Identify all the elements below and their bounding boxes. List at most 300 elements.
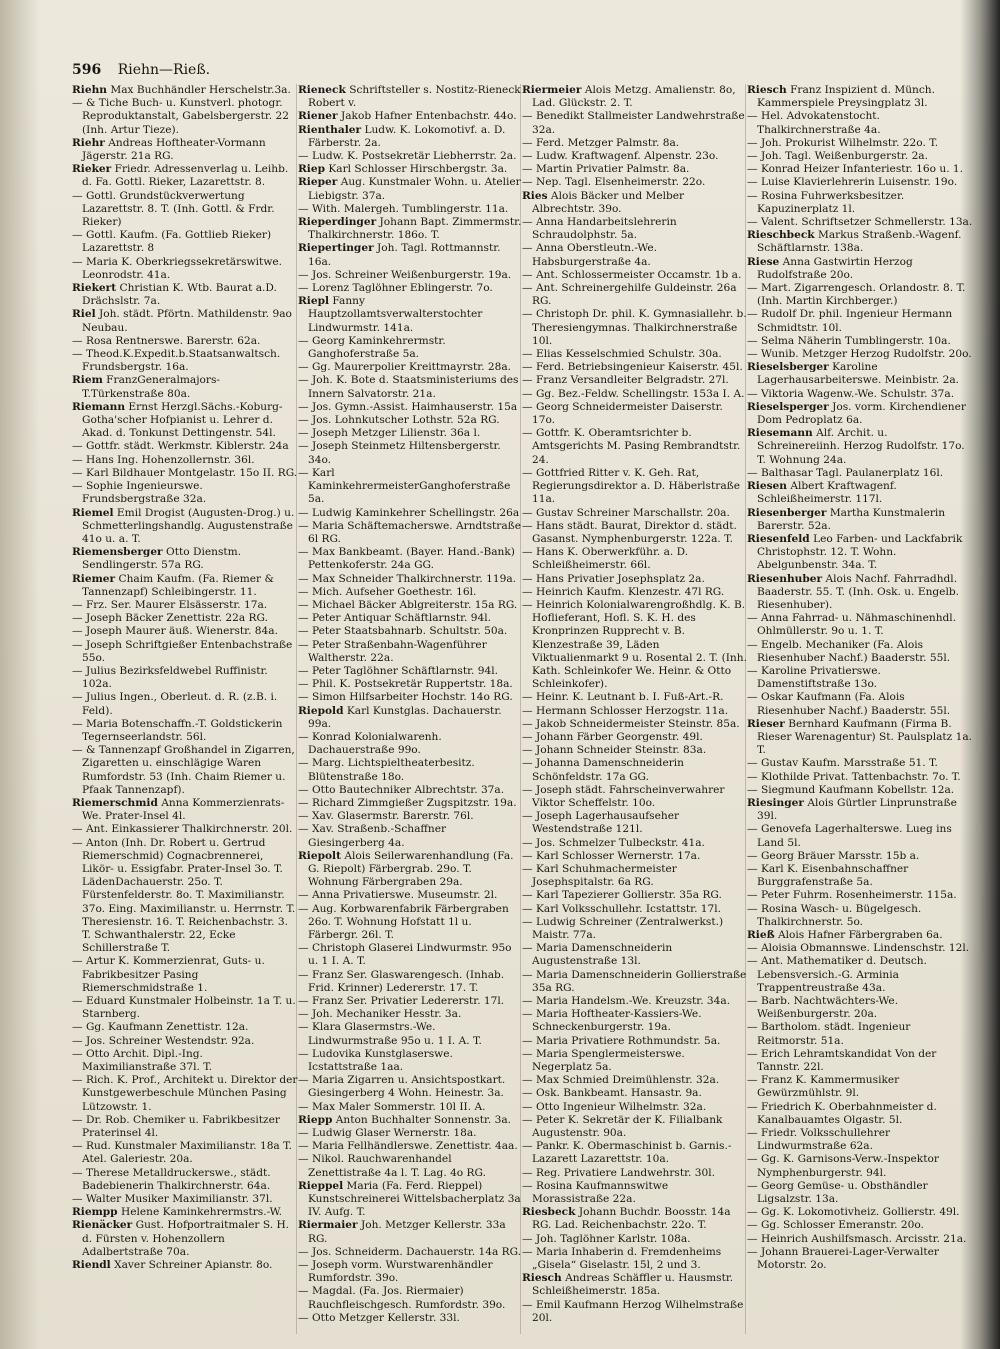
entry-text: — Ludovika Kunstglaserswe. Icstattstraße 1aa. — [298, 1047, 453, 1074]
entry-text: — Rosa Rentnerswe. Barerstr. 62a. — [72, 334, 261, 347]
entry-text: — Joseph Schriftgießer Entenbachstraße 55o. — [72, 638, 293, 664]
directory-entry — [298, 414, 524, 427]
entry-surname: Rieker — [72, 163, 112, 176]
entry-text: — Gg. Maurerpolier Kreittmayrstr. 28a. — [298, 361, 512, 374]
entry-surname: Rieselsperger — [747, 400, 829, 413]
entry-text: — Friedr. Volksschullehrer Lindwurmstraße 62a. — [747, 1127, 891, 1153]
directory-entry — [298, 520, 524, 546]
entry-text: — Klothilde Privat. Tattenbachstr. 7o. T. — [747, 770, 961, 783]
entry-surname: Riesch — [522, 1272, 562, 1285]
directory-entry — [72, 797, 298, 823]
entry-surname: Riesch — [747, 84, 787, 96]
entry-text: — Julius Bezirksfeldwebel Ruffinistr. 102a. — [72, 664, 268, 691]
entry-text: Alois Metzg. Amalienstr. 8o, Lad. Glückstr. 2. T. — [532, 84, 736, 110]
directory-entry — [747, 533, 973, 573]
entry-text: Martha Kunstmalerin Barerstr. 52a. — [757, 506, 946, 532]
directory-entry — [72, 1114, 298, 1140]
directory-entry — [72, 137, 298, 163]
directory-entry — [298, 784, 524, 797]
directory-entry — [72, 1206, 298, 1219]
directory-entry — [298, 269, 524, 282]
directory-entry — [522, 176, 748, 189]
directory-entry — [72, 163, 298, 189]
entry-text: Bernhard Kaufmann (Firma B. Rieser Warenagentur) St. Paulsplatz 1a. T. — [757, 717, 973, 757]
directory-entry — [522, 1233, 748, 1246]
directory-entry — [298, 401, 524, 414]
entry-text: — Siegmund Kaufmann Kobellstr. 12a. — [747, 783, 955, 796]
directory-entry — [522, 190, 748, 216]
entry-text: Otto Dienstm. Sendlingerstr. 57a RG. — [82, 546, 242, 572]
entry-text: — Rosina Kaufmannswitwe Morassistraße 22a. — [522, 1179, 669, 1206]
directory-entry — [522, 863, 748, 889]
entry-text: — Otto Bautechniker Albrechtstr. 37a. — [298, 783, 505, 796]
entry-text: — Konrad Kolonialwarenh. Dachauerstraße 99o. — [298, 730, 442, 757]
directory-entry — [298, 1246, 524, 1259]
entry-surname: Riep — [298, 163, 325, 176]
entry-surname: Riempp — [72, 1206, 118, 1219]
entry-text: — Aug. Korbwarenfabrik Färbergraben 26o. T. Wohnung Hofstatt 1l u. Färbergr. 26l. T. — [298, 902, 509, 941]
entry-text: — Karoline Privatierswe. Damenstiftstraße 13o. — [747, 664, 881, 691]
directory-entry — [747, 110, 973, 136]
directory-entry — [747, 955, 973, 995]
directory-entry — [747, 1206, 973, 1219]
directory-entry — [747, 718, 973, 758]
directory-entry — [298, 573, 524, 586]
directory-entry — [522, 731, 748, 744]
directory-entry — [522, 1272, 748, 1298]
directory-entry — [298, 889, 524, 902]
entry-surname: Rieschbeck — [747, 229, 815, 242]
directory-entry — [72, 454, 298, 467]
directory-entry — [522, 427, 748, 467]
entry-text: — Lorenz Taglöhner Eblingerstr. 7o. — [298, 282, 493, 295]
entry-text: Anton Buchhalter Sonnenstr. 3a. — [335, 1113, 512, 1126]
directory-entry — [72, 229, 298, 255]
entry-text: — Anna Fahrrad- u. Nähmaschinenhdl. Ohlmüllerstr. 9o u. 1. T. — [747, 612, 957, 638]
entry-text: — Ant. Einkassierer Thalkirchnerstr. 20l. — [72, 823, 293, 836]
directory-entry — [522, 1048, 748, 1074]
entry-text: Helene Kaminkehrermstrs.-W. — [120, 1206, 282, 1219]
directory-entry — [747, 401, 973, 427]
directory-entry — [522, 1087, 748, 1100]
directory-entry — [522, 401, 748, 427]
directory-entry — [522, 969, 748, 995]
entry-text: FranzGeneralmajors-T.Türkenstraße 80a. — [82, 374, 220, 400]
directory-entry — [298, 507, 524, 520]
entry-text: Anna Kommerzienrats-We. Prater-Insel 4l. — [82, 796, 285, 823]
directory-entry — [747, 256, 973, 282]
entry-text: — Otto Ingenieur Wilhelmstr. 32a. — [522, 1100, 707, 1113]
directory-entry — [72, 401, 298, 441]
directory-entry — [298, 110, 524, 123]
entry-text: — Friedrich K. Oberbahnmeister d. Kanalbauamtes Olgastr. 5l. — [747, 1100, 937, 1126]
directory-entry — [298, 335, 524, 361]
directory-entry — [522, 586, 748, 599]
entry-text: — Barb. Nachtwächters-We. Weißenburgerstr. 20a. — [747, 995, 899, 1021]
directory-entry — [72, 823, 298, 836]
entry-text: — Selma Näherin Tumblingerstr. 10a. — [747, 334, 951, 347]
entry-text: Aug. Kunstmaler Wohn. u. Atelier Liebigstr. 37a. — [308, 176, 521, 202]
directory-entry — [522, 903, 748, 916]
directory-entry — [298, 665, 524, 678]
entry-text: — Aloisia Obmannswe. Lindenschstr. 12l. — [747, 942, 970, 955]
entry-text: Christian K. Wtb. Baurat a.D. Drächslstr. 7a. — [82, 282, 277, 308]
directory-entry — [72, 1021, 298, 1034]
entry-text: Andreas Schäffler u. Hausmstr. Schleißheimerstr. 185a. — [532, 1272, 734, 1298]
entry-text: — Franz Versandleiter Belgradstr. 27l. — [522, 374, 729, 387]
entry-text: Xaver Schreiner Apianstr. 8o. — [114, 1259, 273, 1272]
entry-text: — Karl Tapezierer Gollierstr. 35a RG. — [522, 889, 722, 902]
entry-text: Anna Gastwirtin Herzog Rudolfstraße 20o. — [757, 255, 913, 281]
entry-text: — With. Malergeh. Tumblingerstr. 11a. — [298, 202, 509, 215]
directory-entry — [747, 797, 973, 823]
entry-text: — Wunib. Metzger Herzog Rudolfstr. 20o. — [747, 348, 972, 361]
entry-text: — Walter Musiker Maximilianstr. 37l. — [72, 1193, 273, 1206]
entry-surname: Riener — [298, 110, 338, 123]
directory-entry — [747, 467, 973, 480]
entry-text: — Joseph vorm. Wurstwarenhändler Rumfordstr. 39o. — [298, 1259, 493, 1285]
entry-text: — Erich Lehramtskandidat Von der Tannstr. 22l. — [747, 1047, 937, 1074]
entry-text: — Ludw. Kraftwagenf. Alpenstr. 23o. — [522, 150, 719, 163]
entry-surname: Rieppel — [298, 1179, 344, 1192]
entry-text: — Joh. K. Bote d. Staatsministeriums des Innern Salvatorstr. 21a. — [298, 374, 519, 400]
directory-entry — [747, 995, 973, 1021]
directory-entry — [72, 507, 298, 547]
entry-text: — Maria Inhaberin d. Fremdenheims „Gisela“ Giselastr. 15l, 2 und 3. — [522, 1245, 722, 1272]
entry-text: — Rud. Kunstmaler Maximilianstr. 18a T. Atel. Galeriestr. 20a. — [72, 1140, 292, 1166]
directory-entry — [72, 480, 298, 506]
directory-entry — [522, 546, 748, 572]
directory-entry — [747, 1074, 973, 1100]
directory-entry — [747, 929, 973, 942]
directory-entry — [747, 216, 973, 229]
entry-text: — Maria Zigarren u. Ansichtspostkart. Giesingerberg 4 Wohn. Heinestr. 3a. — [298, 1074, 506, 1100]
directory-entry — [522, 784, 748, 810]
entry-text: — Joh. Mechaniker Hesstr. 3a. — [298, 1008, 462, 1021]
entry-text: — Jos. Gymn.-Assist. Haimhauserstr. 15a — [298, 400, 518, 413]
entry-text: Leo Farben- und Lackfabrik Christophstr. 12. T. Wohn. Abelgunbenstr. 34a. T. — [757, 532, 963, 572]
directory-entry — [298, 295, 524, 335]
entry-surname: Rieperdinger — [298, 216, 377, 229]
directory-entry — [72, 1219, 298, 1259]
directory-entry — [298, 705, 524, 731]
entry-text: Johann Bapt. Zimmermstr. Thalkirchnerstr. 186o. T. — [308, 216, 522, 242]
entry-text: — Max Bankbeamt. (Bayer. Hand.-Bank) Pettenkoferstr. 24a GG. — [298, 546, 515, 572]
entry-surname: Riesenfeld — [747, 532, 810, 545]
entry-text: — Gg. Kaufmann Zenettistr. 12a. — [72, 1021, 249, 1034]
entry-text: — Frz. Ser. Maurer Elsässerstr. 17a. — [72, 598, 268, 611]
directory-entry — [747, 1048, 973, 1074]
entry-text: — Joseph Lagerhausaufseher Westendstraße 121l. — [522, 810, 680, 836]
entry-text: — Rosina Fuhrwerksbesitzer. Kapuzinerplatz 1l. — [747, 189, 905, 215]
directory-entry — [522, 348, 748, 361]
directory-entry — [522, 1101, 748, 1114]
entry-text: — Anna Handarbeitslehrerin Schraudolphstr. 5a. — [522, 216, 677, 242]
directory-entry — [298, 216, 524, 242]
entry-text: Karl Kunstglas. Dachauerstr. 99a. — [308, 704, 502, 730]
directory-entry — [747, 1153, 973, 1179]
entry-text: — Anton (Inh. Dr. Robert u. Gertrud Riemerschmid) Cognacbrennerei, Likör- u. Essigfabr. Prater-Insel 3o. T. LädenDachauerstr. 25o. T. Fürstenfelderstr. 8o. T. Maximilianstr. 37o. Eing. Maximilianstr. u. Herrnstr. T. Theresienstr. 16. T. Reichenbachstr. 3. T. Schwanthalerstr. 22, Ecke Schillerstraße T. — [72, 836, 296, 955]
directory-entry — [747, 889, 973, 902]
entry-text: — Klara Glasermstrs.-We. Lindwurmstraße 95o u. 1 I. A. T. — [298, 1021, 482, 1047]
entry-surname: Riehn — [72, 84, 107, 96]
directory-entry — [747, 190, 973, 216]
directory-entry — [522, 705, 748, 718]
page-gutter-shadow — [0, 0, 40, 1349]
entry-text: — Joseph Bäcker Zenettistr. 22a RG. — [72, 612, 268, 625]
directory-entry — [72, 599, 298, 612]
directory-entry — [522, 718, 748, 731]
entry-text: — Otto Metzger Kellerstr. 33l. — [298, 1311, 460, 1324]
directory-entry — [747, 1101, 973, 1127]
directory-entry — [522, 837, 748, 850]
entry-text: Alois Bäcker und Melber Albrechtstr. 39o. — [532, 189, 685, 215]
entry-text: — Jos. Schmelzer Tulbeckstr. 41a. — [522, 836, 705, 849]
directory-entry — [298, 150, 524, 163]
entry-text: — Pankr. K. Obermaschinist b. Garnis.-Lazarett Lazarettstr. 10a. — [522, 1140, 732, 1166]
column-1 — [72, 84, 298, 1334]
entry-text: Max Buchhändler Herschelstr.3a. — [110, 84, 291, 96]
entry-text: — Artur K. Kommerzienrat, Guts- u. Fabrikbesitzer Pasing Riemerschmidstraße 1. — [72, 955, 265, 994]
entry-text: — Xav. Glasermstr. Barerstr. 76l. — [298, 810, 474, 823]
entry-surname: Ries — [522, 189, 548, 202]
entry-text: Chaim Kaufm. (Fa. Riemer & Tannenzapf) Schleibingerstr. 11. — [82, 572, 274, 598]
entry-surname: Riemerschmid — [72, 796, 158, 809]
directory-entry — [298, 599, 524, 612]
entry-text: — Jos. Schneiderm. Dachauerstr. 14a RG. — [298, 1245, 522, 1258]
entry-text: — Peter K. Sekretär der K. Filialbank Augustenstr. 90a. — [522, 1113, 723, 1140]
directory-entry — [522, 744, 748, 757]
entry-surname: Riendl — [72, 1259, 111, 1272]
directory-entry — [298, 1312, 524, 1325]
directory-entry — [522, 599, 748, 691]
entry-text: — Joh. Prokurist Wilhelmstr. 22o. T. — [747, 136, 939, 149]
entry-surname: Riemel — [72, 506, 114, 519]
entry-text: Ludw. K. Lokomotivf. a. D. Färberstr. 2a. — [308, 123, 506, 149]
directory-entry — [72, 308, 298, 334]
directory-entry — [72, 440, 298, 453]
directory-entry — [72, 995, 298, 1021]
entry-text: — Georg Gemüse- u. Obsthändler Ligsalzstr. 13a. — [747, 1179, 928, 1206]
directory-entry — [298, 942, 524, 968]
entry-text: — Joh. Tagl. Weißenburgerstr. 2a. — [747, 150, 928, 163]
entry-text: — Theod.K.Expedit.b.Staatsanwaltsch. Frundsbergstr. 16a. — [72, 348, 281, 374]
entry-text: Albert Kraftwagenf. Schleißheimerstr. 117l. — [757, 480, 897, 506]
directory-entry — [298, 163, 524, 176]
entry-surname: Riepertinger — [298, 242, 374, 255]
entry-text: — Viktoria Wagenw.-We. Schulstr. 37a. — [747, 387, 955, 400]
directory-entry — [298, 612, 524, 625]
directory-entry — [522, 110, 748, 136]
directory-entry — [72, 282, 298, 308]
directory-entry — [298, 757, 524, 783]
entry-text: — Rosina Wasch- u. Bügelgesch. Thalkirchnerstr. 5o. — [747, 902, 922, 928]
entry-text: — Konrad Heizer Infanteriestr. 16o u. 1. — [747, 163, 964, 176]
directory-entry — [72, 718, 298, 744]
directory-entry — [522, 942, 748, 968]
entry-text: — Maria Damenschneiderin Gollierstraße 35a RG. — [522, 968, 747, 994]
directory-entry — [298, 995, 524, 1008]
entry-text: — Nikol. Rauchwarenhandel Zenettistraße 4a l. T. Lag. 4o RG. — [298, 1153, 486, 1179]
entry-text: — Julius Ingen., Oberleut. d. R. (z.B. i. Feld). — [72, 691, 278, 717]
directory-entry — [522, 163, 748, 176]
entry-text: Jos. vorm. Kirchendiener Dom Pedroplatz 6a. — [757, 400, 966, 427]
directory-entry — [747, 150, 973, 163]
directory-entry — [298, 467, 524, 507]
directory-entry — [522, 1246, 748, 1272]
directory-entry — [747, 348, 973, 361]
entry-surname: Riesinger — [747, 796, 804, 809]
entry-text: Ernst Herzgl.Sächs.-Koburg-Gotha'scher Hofpianist u. Lehrer d. Akad. d. Tonkunst Dettingenstr. 54l. — [82, 400, 283, 440]
directory-entry — [747, 282, 973, 308]
directory-entry — [522, 507, 748, 520]
entry-text: — Hans Privatier Josephsplatz 2a. — [522, 572, 705, 585]
entry-text: — Karl K. Eisenbahnschaffner Burggrafenstraße 5a. — [747, 862, 909, 889]
column-4 — [747, 84, 973, 1334]
directory-entry — [298, 374, 524, 400]
entry-text: — Michael Bäcker Ablgreiterstr. 15a RG. — [298, 598, 518, 611]
entry-text: Johann Buchdr. Boosstr. 14a RG. Lad. Reichenbachstr. 22o. T. — [532, 1206, 731, 1232]
entry-text: — Hans K. Oberwerkführ. a. D. Schleißheimerstr. 66l. — [522, 546, 689, 572]
entry-text: — Nep. Tagl. Elsenheimerstr. 22o. — [522, 176, 706, 189]
directory-entry — [522, 810, 748, 836]
directory-entry — [522, 467, 748, 507]
directory-entry — [298, 639, 524, 665]
entry-text: — Jos. Schreiner Weißenburgerstr. 19a. — [298, 268, 512, 281]
directory-entry — [747, 691, 973, 717]
directory-entry — [72, 546, 298, 572]
directory-entry — [298, 691, 524, 704]
entry-text: — Johann Färber Georgenstr. 49l. — [522, 730, 703, 743]
directory-entry — [298, 678, 524, 691]
directory-entry — [747, 388, 973, 401]
entry-text: — Oskar Kaufmann (Fa. Alois Riesenhuber Nachf.) Baaderstr. 55l. — [747, 691, 951, 717]
directory-entry — [72, 1193, 298, 1206]
entry-surname: Riemann — [72, 400, 126, 413]
directory-entry — [522, 850, 748, 863]
directory-entry — [522, 308, 748, 348]
entry-text: — Max Schneider Thalkirchnerstr. 119a. — [298, 572, 517, 585]
directory-entry — [72, 665, 298, 691]
entry-text: — Joh. Taglöhner Karlstr. 108a. — [522, 1232, 691, 1245]
entry-text: — Dr. Rob. Chemiker u. Fabrikbesitzer Praterinsel 4l. — [72, 1113, 280, 1140]
entry-surname: Riesbeck — [522, 1206, 576, 1219]
entry-text: — Ferd. Metzger Palmstr. 8a. — [522, 136, 680, 149]
directory-entry — [298, 1048, 524, 1074]
entry-text: — Maria Schäftemacherswe. Arndtstraße 6l RG. — [298, 519, 521, 545]
entry-text: — Maria Spenglermeisterswe. Negerplatz 5a. — [522, 1047, 685, 1074]
directory-entry — [298, 361, 524, 374]
directory-entry — [298, 1127, 524, 1140]
entry-text: — Joseph Steinmetz Hiltensbergerstr. 34o. — [298, 440, 501, 466]
entry-text: — Martin Privatier Palmstr. 8a. — [522, 163, 690, 176]
entry-text: — Luise Klavierlehrerin Luisenstr. 19o. — [747, 176, 958, 189]
directory-entry — [522, 84, 748, 110]
directory-entry — [747, 903, 973, 929]
entry-text: — Mich. Aufseher Goethestr. 16l. — [298, 585, 477, 598]
entry-text: — Hans städt. Baurat, Direktor d. städt. Gasanst. Nymphenburgerstr. 122a. T. — [522, 519, 737, 545]
directory-entry — [747, 757, 973, 770]
entry-text: — Georg Bräuer Marsstr. 15b a. — [747, 849, 920, 862]
entry-text: Fanny Hauptzollamtsverwalterstochter Lindwurmstr. 141a. — [308, 295, 483, 334]
entry-text: Joh. städt. Pförtn. Mathildenstr. 9ao Neubau. — [82, 308, 292, 334]
directory-entry — [298, 586, 524, 599]
entry-text: — Gottl. Grundstückverwertung Lazarettstr. 8. T. (Inh. Gottl. & Frdr. Rieker) — [72, 189, 275, 229]
entry-text: Alois Nachf. Fahrradhdl. Baaderstr. 55. T. (Inh. Osk. u. Engelb. Riesenhuber). — [757, 572, 959, 611]
entry-text: Markus Straßenb.-Wagenf. Schäftlarnstr. 138a. — [757, 229, 962, 255]
entry-text: — Eduard Kunstmaler Holbeinstr. 1a T. u. Starnberg. — [72, 995, 296, 1021]
entry-text: — Heinrich Kolonialwarengroßhdlg. K. B. Hoflieferant, Hofl. S. K. H. des Kronprinzen Rupprecht v. B. Klenzestraße 39, Läden Viktualienmarkt 9 u. Rosental 2. T. (Inh. Kath. Schleinkofer We. Heinr. & Otto Schleinkofer). — [522, 598, 747, 691]
page-header — [72, 60, 972, 80]
entry-text: — Gottfr. städt. Werkmstr. Kiblerstr. 24a — [72, 440, 289, 453]
directory-entry — [298, 850, 524, 890]
entry-text: — Christoph Glaserei Lindwurmstr. 95o u. 1 I. A. T. — [298, 942, 512, 968]
entry-text: — Heinr. K. Leutnant b. I. Fuß-Art.-R. — [522, 691, 724, 704]
entry-text: Alois Seilerwarenhandlung (Fa. G. Riepolt) Färbergrab. 29o. T. Wohnung Färbergraben 29a. — [308, 849, 514, 889]
entry-text: — Christoph Dr. phil. K. Gymnasiallehr. b. Theresiengymnas. Thalkirchnerstraße 10l. — [522, 308, 747, 347]
directory-entry — [72, 744, 298, 797]
directory-entry — [747, 1246, 973, 1272]
entry-surname: Riesemann — [747, 427, 813, 440]
directory-entry — [72, 335, 298, 348]
entry-text: — Max Maler Sommerstr. 10l II. A. — [298, 1100, 486, 1113]
entry-surname: Rieser — [747, 717, 785, 730]
entry-text: — Joseph städt. Fahrscheinverwahrer Viktor Scheffelstr. 10o. — [522, 783, 725, 809]
entry-surname: Riem — [72, 374, 103, 387]
entry-text: — Xav. Straßenb.-Schaffner Giesingerberg 4a. — [298, 823, 447, 849]
directory-entry — [747, 176, 973, 189]
entry-text: — Gustav Kaufm. Marsstraße 51. T. — [747, 757, 938, 770]
entry-text: — Gg. Schlosser Emeranstr. 20o. — [747, 1219, 924, 1232]
entry-text: — Ludw. K. Postsekretär Liebherrstr. 2a. — [298, 150, 517, 163]
entry-text: — Hermann Schlosser Herzogstr. 11a. — [522, 704, 729, 717]
entry-surname: Riepl — [298, 295, 330, 308]
entry-surname: Riese — [747, 255, 780, 268]
directory-entry — [522, 691, 748, 704]
directory-entry — [72, 97, 298, 137]
entry-text: — Gg. K. Lokomotivheiz. Gollierstr. 49l. — [747, 1206, 960, 1219]
entry-text: Alois Hafner Färbergraben 6a. — [778, 929, 943, 941]
entry-text: — Gg. K. Garnisons-Verw.-Inspektor Nymphenburgerstr. 94l. — [747, 1153, 939, 1179]
entry-text: — Maria Damenschneiderin Augustenstraße 13l. — [522, 942, 673, 968]
directory-entry — [522, 757, 748, 783]
directory-entry — [298, 797, 524, 810]
directory-entry — [298, 203, 524, 216]
entry-text: — Richard Zimmgießer Zugspitzstr. 19a. — [298, 796, 517, 809]
directory-entry — [522, 916, 748, 942]
entry-text: — Rudolf Dr. phil. Ingenieur Hermann Schmidtstr. 10l. — [747, 308, 953, 334]
directory-entry — [298, 1259, 524, 1285]
entry-text: — Peter Staatsbahnarb. Schultstr. 50a. — [298, 625, 508, 638]
column-3 — [522, 84, 748, 1334]
directory-entry — [72, 348, 298, 374]
entry-surname: Riepolt — [298, 849, 341, 862]
directory-entry — [747, 1021, 973, 1047]
entry-surname: Riesenhuber — [747, 572, 823, 585]
directory-entry — [298, 546, 524, 572]
directory-entry — [522, 361, 748, 374]
entry-text: Alois Gürtler Linprunstraße 39l. — [757, 796, 957, 823]
entry-text: — Johann Brauerei-Lager-Verwalter Motorstr. 2o. — [747, 1245, 939, 1272]
entry-text: — Ludwig Schreiner (Zentralwerkst.) Maistr. 77a. — [522, 915, 724, 941]
entry-text: — Sophie Ingenieurswe. Frundsbergstraße 32a. — [72, 480, 207, 506]
entry-text: — Osk. Bankbeamt. Hansastr. 9a. — [522, 1087, 702, 1100]
directory-entry — [298, 625, 524, 638]
directory-entry — [747, 573, 973, 613]
directory-entry — [298, 810, 524, 823]
entry-text: — Otto Archit. Dipl.-Ing. Maximilianstraße 37l. T. — [72, 1047, 213, 1074]
directory-entry — [522, 137, 748, 150]
